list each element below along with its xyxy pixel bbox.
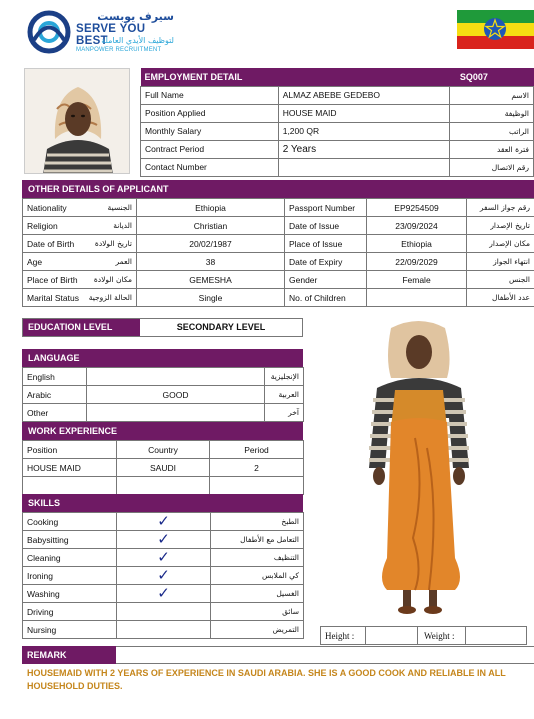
employment-label: Contract Period bbox=[141, 140, 279, 158]
ethiopia-flag bbox=[457, 10, 534, 49]
other-arabic-label: الحالة الزوجية bbox=[79, 289, 137, 307]
applicant-full-body-photo bbox=[355, 318, 485, 620]
remark-section bbox=[22, 646, 534, 693]
skill-name: Nursing bbox=[23, 621, 117, 639]
skill-check bbox=[117, 585, 211, 603]
language-name: Other bbox=[23, 404, 87, 422]
skill-arabic-name: الطبخ bbox=[211, 513, 304, 531]
other-arabic-label-2: الجنس bbox=[467, 271, 534, 289]
language-name: Arabic bbox=[23, 386, 87, 404]
other-arabic-label: الجنسية bbox=[79, 199, 137, 217]
employment-arabic-label: الاسم bbox=[450, 86, 534, 104]
logo-english-name: SERVE YOU BEST bbox=[76, 23, 146, 47]
work-cell: 2 bbox=[210, 459, 304, 477]
skill-check bbox=[117, 621, 211, 639]
company-logo bbox=[26, 10, 176, 55]
other-value: 38 bbox=[137, 253, 285, 271]
logo-emblem-icon bbox=[26, 10, 72, 55]
other-value-2: 22/09/2029 bbox=[367, 253, 467, 271]
skill-name: Ironing bbox=[23, 567, 117, 585]
employment-row bbox=[141, 104, 534, 122]
employment-row bbox=[141, 158, 534, 176]
skill-name: Cleaning bbox=[23, 549, 117, 567]
other-value: Single bbox=[137, 289, 285, 307]
other-label: Religion bbox=[23, 217, 79, 235]
logo-arabic-name: سيرف يوبست bbox=[97, 10, 174, 23]
work-header-cell: Position bbox=[23, 441, 117, 459]
other-value: Christian bbox=[137, 217, 285, 235]
work-cell bbox=[210, 477, 304, 495]
other-arabic-label-2: انتهاء الجواز bbox=[467, 253, 534, 271]
language-row bbox=[23, 368, 304, 386]
skills-title: SKILLS bbox=[22, 494, 303, 512]
employment-arabic-label: فترة العقد bbox=[450, 140, 534, 158]
other-details-row bbox=[23, 199, 534, 217]
employment-label: Full Name bbox=[141, 86, 279, 104]
other-details-row bbox=[23, 289, 534, 307]
work-header-cell: Period bbox=[210, 441, 304, 459]
other-arabic-label: مكان الولادة bbox=[79, 271, 137, 289]
employment-title: EMPLOYMENT DETAIL bbox=[144, 71, 243, 82]
skill-arabic-name: التنظيف bbox=[211, 549, 304, 567]
skill-name: Washing bbox=[23, 585, 117, 603]
education-section bbox=[22, 318, 303, 337]
language-arabic-name: العربية bbox=[265, 386, 304, 404]
check-icon: ✓ bbox=[157, 512, 170, 530]
skill-check bbox=[117, 513, 211, 531]
language-name: English bbox=[23, 368, 87, 386]
language-section bbox=[22, 349, 303, 422]
other-arabic-label: العمر bbox=[79, 253, 137, 271]
other-label: Date of Birth bbox=[23, 235, 79, 253]
other-details-row bbox=[23, 271, 534, 289]
skill-arabic-name: التعامل مع الأطفال bbox=[211, 531, 304, 549]
work-title: WORK EXPERIENCE bbox=[22, 422, 303, 440]
language-row bbox=[23, 386, 304, 404]
employment-label: Contact Number bbox=[141, 158, 279, 176]
other-arabic-label-2: عدد الأطفال bbox=[467, 289, 534, 307]
language-arabic-name: الإنجليزية bbox=[265, 368, 304, 386]
employment-detail-section bbox=[140, 68, 534, 177]
work-cell bbox=[117, 477, 210, 495]
work-cell: SAUDI bbox=[117, 459, 210, 477]
other-label-2: Gender bbox=[285, 271, 367, 289]
remark-text: HOUSEMAID WITH 2 YEARS OF EXPERIENCE IN SAUDI ARABIA. SHE IS A GOOD COOK AND RELIABLE IN ALL HOUSEHOLD DUTIES. bbox=[27, 668, 506, 691]
skills-section bbox=[22, 494, 303, 639]
skill-name: Cooking bbox=[23, 513, 117, 531]
employment-value: ALMAZ ABEBE GEDEBO bbox=[278, 86, 450, 104]
applicant-headshot bbox=[24, 68, 130, 174]
other-label: Age bbox=[23, 253, 79, 271]
work-cell bbox=[23, 477, 117, 495]
skill-check bbox=[117, 603, 211, 621]
check-icon: ✓ bbox=[157, 530, 170, 548]
skill-name: Driving bbox=[23, 603, 117, 621]
other-label: Marital Status bbox=[23, 289, 79, 307]
measurements-row bbox=[320, 626, 527, 645]
skill-row bbox=[23, 531, 304, 549]
employment-value bbox=[278, 158, 450, 176]
employment-arabic-label: الراتب bbox=[450, 122, 534, 140]
language-level bbox=[87, 404, 265, 422]
language-level: GOOD bbox=[87, 386, 265, 404]
other-label-2: Date of Issue bbox=[285, 217, 367, 235]
work-row bbox=[23, 459, 304, 477]
other-value-2: EP9254509 bbox=[367, 199, 467, 217]
check-icon: ✓ bbox=[157, 566, 170, 584]
skill-arabic-name: سائق bbox=[211, 603, 304, 621]
language-row bbox=[23, 404, 304, 422]
other-details-row bbox=[23, 235, 534, 253]
other-arabic-label: تاريخ الولادة bbox=[79, 235, 137, 253]
employment-value: 2 Years bbox=[278, 140, 450, 158]
employment-row bbox=[141, 86, 534, 104]
other-value: 20/02/1987 bbox=[137, 235, 285, 253]
check-icon: ✓ bbox=[157, 584, 170, 602]
other-value-2: 23/09/2024 bbox=[367, 217, 467, 235]
work-cell: HOUSE MAID bbox=[23, 459, 117, 477]
employment-code: SQ007 bbox=[459, 71, 488, 82]
other-details-title: OTHER DETAILS OF APPLICANT bbox=[22, 180, 534, 198]
flag-star-emblem-icon bbox=[483, 17, 507, 41]
education-value: SECONDARY LEVEL bbox=[176, 322, 266, 332]
weight-label: Weight : bbox=[418, 626, 466, 645]
skill-arabic-name: التمريض bbox=[211, 621, 304, 639]
logo-arabic-sub: لتوظيف الأيدي العاملة bbox=[101, 36, 174, 45]
height-value bbox=[366, 626, 418, 645]
other-value-2 bbox=[367, 289, 467, 307]
skill-row bbox=[23, 603, 304, 621]
other-label-2: Place of Issue bbox=[285, 235, 367, 253]
employment-row bbox=[141, 140, 534, 158]
employment-label: Position Applied bbox=[141, 104, 279, 122]
other-arabic-label-2: رقم جواز السفر bbox=[467, 199, 534, 217]
weight-value bbox=[466, 626, 527, 645]
other-arabic-label-2: مكان الإصدار bbox=[467, 235, 534, 253]
check-icon: ✓ bbox=[157, 548, 170, 566]
remark-title: REMARK bbox=[22, 646, 116, 664]
skill-check bbox=[117, 531, 211, 549]
skill-arabic-name: كي الملابس bbox=[211, 567, 304, 585]
skill-row bbox=[23, 621, 304, 639]
skill-row bbox=[23, 567, 304, 585]
employment-row bbox=[141, 122, 534, 140]
work-header-row bbox=[23, 441, 304, 459]
height-label: Height : bbox=[320, 626, 366, 645]
other-details-section bbox=[22, 180, 534, 307]
skill-row bbox=[23, 585, 304, 603]
work-header-cell: Country bbox=[117, 441, 210, 459]
employment-label: Monthly Salary bbox=[141, 122, 279, 140]
other-value-2: Ethiopia bbox=[367, 235, 467, 253]
skill-check bbox=[117, 549, 211, 567]
education-label: EDUCATION LEVEL bbox=[23, 319, 140, 336]
skill-arabic-name: الغسيل bbox=[211, 585, 304, 603]
other-value-2: Female bbox=[367, 271, 467, 289]
language-title: LANGUAGE bbox=[22, 349, 303, 367]
skill-row bbox=[23, 549, 304, 567]
other-label: Place of Birth bbox=[23, 271, 79, 289]
other-label-2: Passport Number bbox=[285, 199, 367, 217]
other-label: Nationality bbox=[23, 199, 79, 217]
work-experience-section bbox=[22, 422, 303, 495]
employment-arabic-label: الوظيفة bbox=[450, 104, 534, 122]
other-value: GEMESHA bbox=[137, 271, 285, 289]
skill-row bbox=[23, 513, 304, 531]
skill-name: Babysitting bbox=[23, 531, 117, 549]
employment-header bbox=[141, 68, 534, 86]
other-label-2: No. of Children bbox=[285, 289, 367, 307]
language-arabic-name: آخر bbox=[265, 404, 304, 422]
other-label-2: Date of Expiry bbox=[285, 253, 367, 271]
other-arabic-label: الديانة bbox=[79, 217, 137, 235]
work-row bbox=[23, 477, 304, 495]
employment-value: 1,200 QR bbox=[278, 122, 450, 140]
skill-check bbox=[117, 567, 211, 585]
logo-sub: MANPOWER RECRUITMENT bbox=[76, 47, 162, 53]
other-arabic-label-2: تاريخ الإصدار bbox=[467, 217, 534, 235]
other-value: Ethiopia bbox=[137, 199, 285, 217]
language-level bbox=[87, 368, 265, 386]
other-details-row bbox=[23, 253, 534, 271]
employment-value: HOUSE MAID bbox=[278, 104, 450, 122]
other-details-row bbox=[23, 217, 534, 235]
employment-arabic-label: رقم الاتصال bbox=[450, 158, 534, 176]
